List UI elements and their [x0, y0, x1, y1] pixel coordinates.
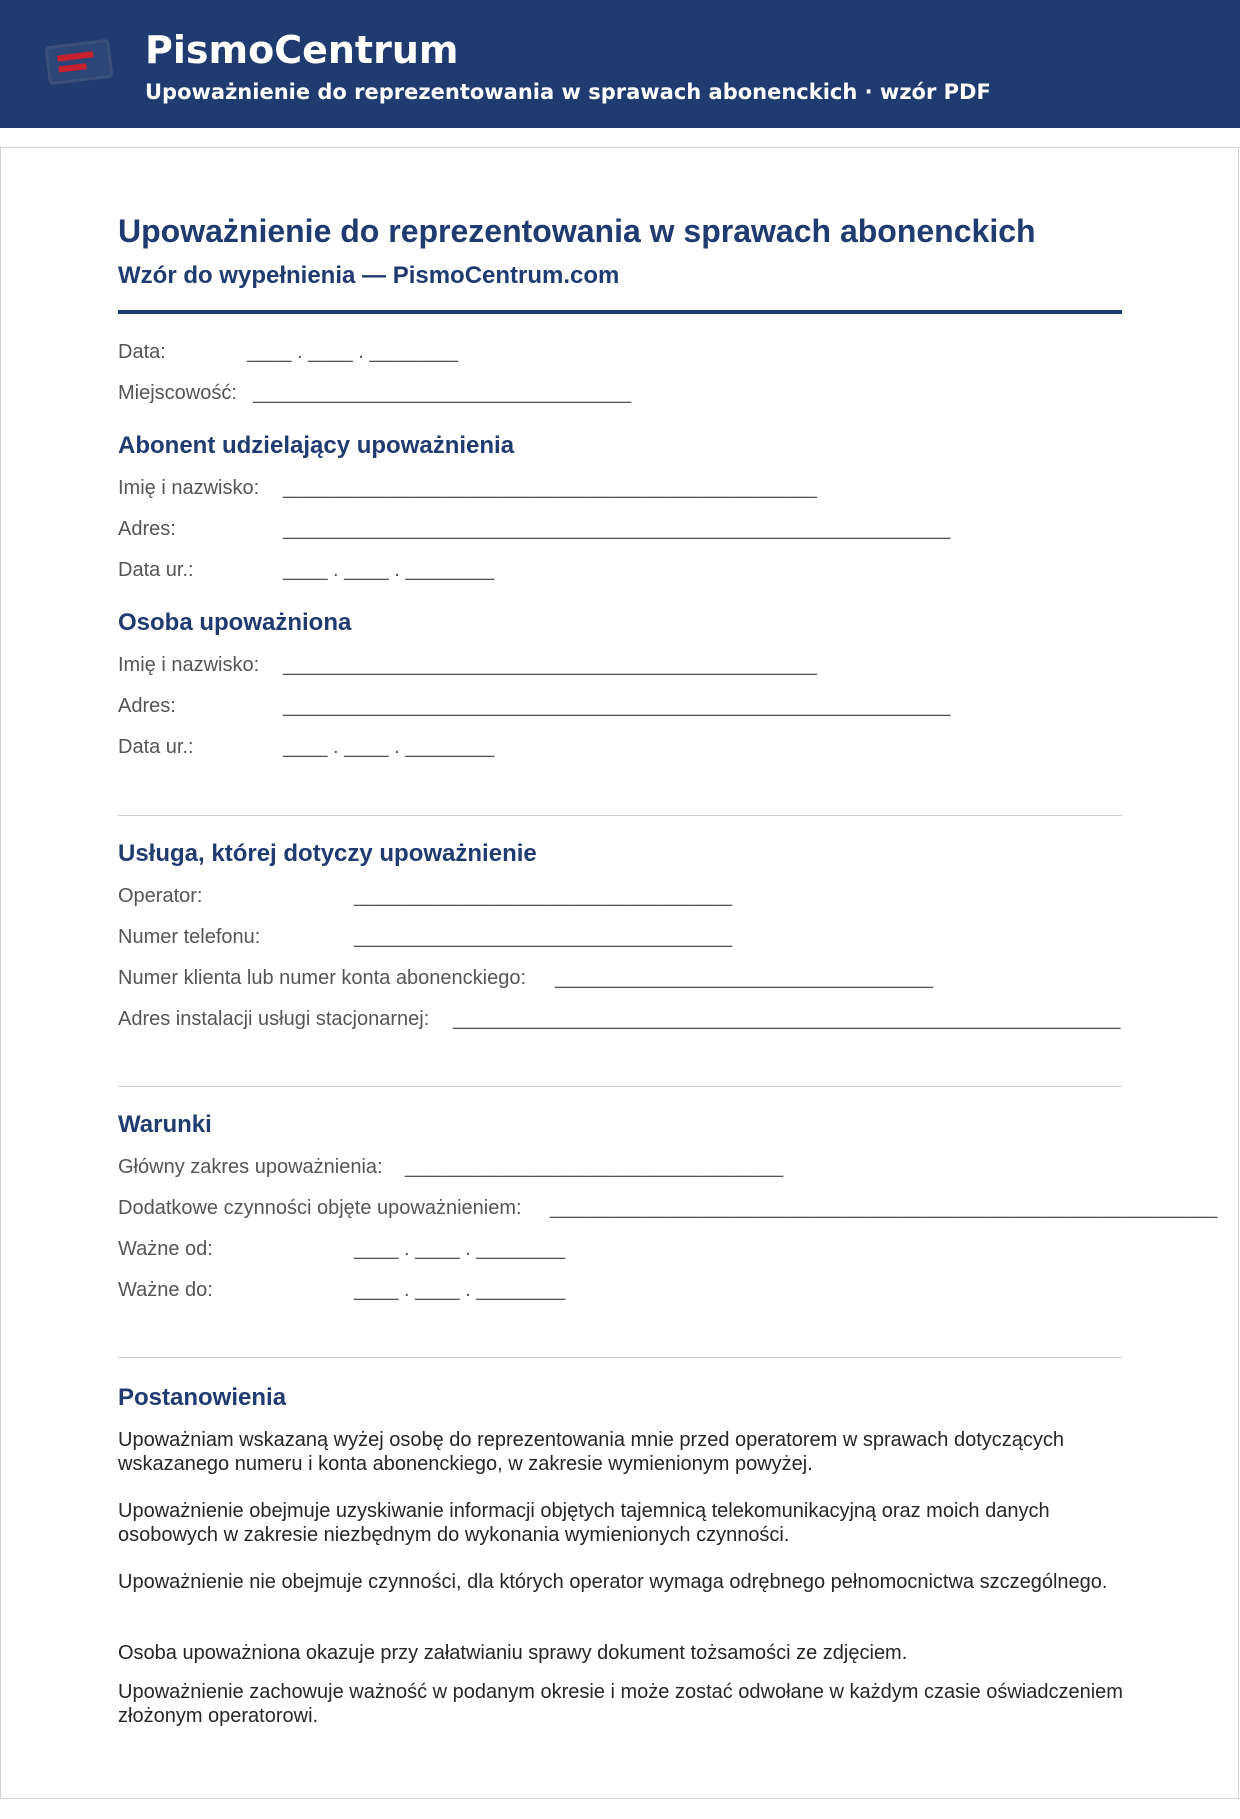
- subscriber-dob-label: Data ur.:: [118, 559, 194, 581]
- date-label: Data:: [118, 341, 166, 363]
- authorized-dob-field[interactable]: ____ . ____ . ________: [283, 736, 495, 758]
- document-subtitle: Wzór do wypełnienia — PismoCentrum.com: [118, 262, 620, 289]
- provision-paragraph: Upoważnienie nie obejmuje czynności, dla których operator wymaga odrębnego pełnomocnictwa szczególnego.: [118, 1571, 1108, 1593]
- operator-label: Operator:: [118, 885, 203, 907]
- operator-row: [118, 885, 1240, 915]
- scope-field[interactable]: __________________________________: [405, 1156, 784, 1178]
- valid-from-field[interactable]: ____ . ____ . ________: [354, 1238, 566, 1260]
- title-divider: [118, 310, 1122, 314]
- brand-name[interactable]: PismoCentrum: [145, 28, 459, 72]
- subscriber-name-field[interactable]: ________________________________________________: [283, 477, 817, 499]
- section-divider: [118, 1086, 1122, 1087]
- site-header: [0, 0, 1240, 128]
- subscriber-address-field[interactable]: ____________________________________________________________: [283, 518, 951, 540]
- install-address-label: Adres instalacji usługi stacjonarnej:: [118, 1008, 430, 1030]
- extra-actions-row: [118, 1197, 1240, 1227]
- header-subtitle: Upoważnienie do reprezentowania w sprawach abonenckich · wzór PDF: [145, 80, 991, 104]
- install-address-row: [118, 1008, 1240, 1038]
- valid-to-field[interactable]: ____ . ____ . ________: [354, 1279, 566, 1301]
- install-address-field[interactable]: ____________________________________________________________: [453, 1008, 1121, 1030]
- place-field[interactable]: __________________________________: [253, 382, 632, 404]
- provision-paragraph: Upoważnienie zachowuje ważność w podanym okresie i może zostać odwołane w każdym czasie oświadczeniem złożonym operatorowi.: [118, 1681, 1123, 1727]
- operator-field[interactable]: __________________________________: [354, 885, 733, 907]
- section-heading-conditions: Warunki: [118, 1111, 212, 1138]
- authorized-name-label: Imię i nazwisko:: [118, 654, 260, 676]
- subscriber-dob-field[interactable]: ____ . ____ . ________: [283, 559, 495, 581]
- provision-paragraph: Upoważnienie obejmuje uzyskiwanie informacji objętych tajemnicą telekomunikacyjną oraz moich danych osobowych w zakresie niezbędnym do wykonania wymienionych czynności.: [118, 1500, 1050, 1546]
- section-heading-subscriber: Abonent udzielający upoważnienia: [118, 432, 515, 459]
- phone-row: [118, 926, 1240, 956]
- date-row: [118, 341, 1240, 371]
- valid-to-row: [118, 1279, 1240, 1309]
- authorized-address-row: [118, 695, 1240, 725]
- section-heading-authorized: Osoba upoważniona: [118, 609, 352, 636]
- client-number-label: Numer klienta lub numer konta abonenckiego:: [118, 967, 527, 989]
- authorized-dob-row: [118, 736, 1240, 766]
- section-heading-service: Usługa, której dotyczy upoważnienie: [118, 840, 537, 867]
- client-number-field[interactable]: __________________________________: [555, 967, 934, 989]
- subscriber-address-label: Adres:: [118, 518, 176, 540]
- provision-paragraph: Osoba upoważniona okazuje przy załatwianiu sprawy dokument tożsamości ze zdjęciem.: [118, 1642, 908, 1664]
- date-field[interactable]: ____ . ____ . ________: [247, 341, 459, 363]
- phone-label: Numer telefonu:: [118, 926, 261, 948]
- subscriber-address-row: [118, 518, 1240, 548]
- document-title: Upoważnienie do reprezentowania w sprawach abonenckich: [118, 213, 1036, 249]
- document-logo-icon: [44, 38, 114, 86]
- valid-from-label: Ważne od:: [118, 1238, 213, 1260]
- subscriber-name-row: [118, 477, 1240, 507]
- section-heading-provisions: Postanowienia: [118, 1384, 287, 1411]
- place-label: Miejscowość:: [118, 382, 237, 404]
- authorized-name-field[interactable]: ________________________________________________: [283, 654, 817, 676]
- section-divider: [118, 1357, 1122, 1358]
- phone-field[interactable]: __________________________________: [354, 926, 733, 948]
- subscriber-dob-row: [118, 559, 1240, 589]
- provision-paragraph: Upoważniam wskazaną wyżej osobę do reprezentowania mnie przed operatorem w sprawach dotyczących wskazanego numeru i konta abonenckiego, w zakresie wymienionym powyżej.: [118, 1429, 1065, 1475]
- place-row: [118, 382, 1240, 412]
- extra-actions-field[interactable]: ____________________________________________________________: [550, 1197, 1218, 1219]
- valid-to-label: Ważne do:: [118, 1279, 213, 1301]
- scope-row: [118, 1156, 1240, 1186]
- extra-actions-label: Dodatkowe czynności objęte upoważnieniem:: [118, 1197, 522, 1219]
- valid-from-row: [118, 1238, 1240, 1268]
- subscriber-name-label: Imię i nazwisko:: [118, 477, 260, 499]
- authorized-address-field[interactable]: ____________________________________________________________: [283, 695, 951, 717]
- authorized-name-row: [118, 654, 1240, 684]
- client-number-row: [118, 967, 1240, 997]
- scope-label: Główny zakres upoważnienia:: [118, 1156, 383, 1178]
- authorized-address-label: Adres:: [118, 695, 176, 717]
- section-divider: [118, 815, 1122, 816]
- authorized-dob-label: Data ur.:: [118, 736, 194, 758]
